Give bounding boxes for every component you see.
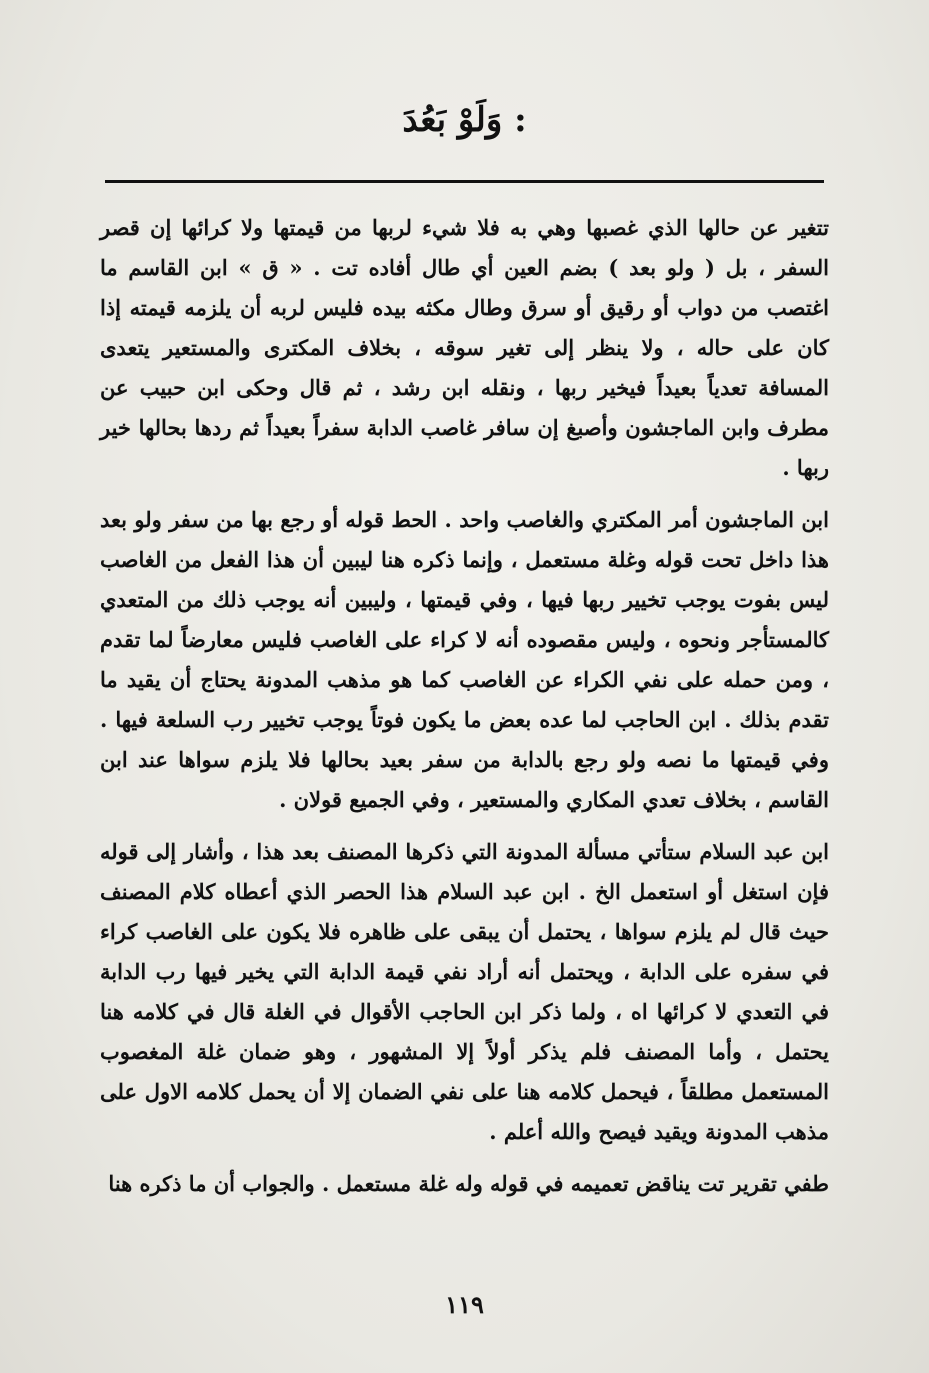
paragraph-1: تتغير عن حالها الذي غصبها وهي به فلا شيء لربها من قيمتها ولا كرائها إن قصر السفر ، بل ( ولو بعد ) بضم العين أي طال أفاده تت . « ق » ابن القاسم ما اغتصب من دواب أو رقيق أو سرق وطال مكثه بيده فليس لربه أن يلزمه قيمته إذا كان على حاله ، ولا ينظر إلى تغير سوقه ، بخلاف المكترى والمستعير يتعدى المسافة تعدياً بعيداً فيخير ربها ، ونقله ابن رشد ، ثم قال وحكى ابن حبيب عن مطرف وابن الماجشون وأصبغ إن سافر غاصب الدابة سفراً بعيداً ثم ردها بحالها خير ربها .	[100, 215, 829, 480]
paragraph-3: ابن عبد السلام ستأتي مسألة المدونة التي ذكرها المصنف بعد هذا ، وأشار إلى قوله فإن استغل أو استعمل الخ . ابن عبد السلام هذا الحصر الذي أعطاه كلام المصنف حيث قال لم يلزم سواها ، يحتمل أن يبقى على ظاهره فلا يكون على الغاصب كراء في سفره على الدابة ، ويحتمل أنه أراد نفي قيمة الدابة التي يخير فيها رب الدابة في التعدي لا كرائها اه ، ولما ذكر ابن الحاجب الأقوال في الغلة قال في كلامه هنا يحتمل ، وأما المصنف فلم يذكر أولاً إلا المشهور ، وهو ضمان غلة المغصوب المستعمل مطلقاً ، فيحمل كلامه هنا على نفي الضمان إلا أن يحمل كلامه الاول على مذهب المدونة ويقيد فيصح والله أعلم .	[100, 839, 829, 1144]
page-number: ١١٩	[445, 1290, 484, 1319]
paragraph-4: طفي تقرير تت يناقض تعميمه في قوله وله غلة مستعمل . والجواب أن ما ذكره هنا	[108, 1171, 829, 1196]
body-text	[100, 208, 829, 1216]
page-header: وَلَوْ بَعُدَ :	[402, 100, 527, 140]
paragraph-2: ابن الماجشون أمر المكتري والغاصب واحد . الحط قوله أو رجع بها من سفر ولو بعد هذا داخل تحت قوله وغلة مستعمل ، وإنما ذكره هنا ليبين أن هذا الفعل من الغاصب ليس بفوت يوجب تخيير ربها فيها ، وفي قيمتها ، وليبين أنه يوجب ذلك من المتعدي كالمستأجر ونحوه ، وليس مقصوده أنه لا كراء على الغاصب فليس معارضاً لما تقدم ، ومن حمله على نفي الكراء عن الغاصب كما هو مذهب المدونة يحتاج أن يقيد ما تقدم بذلك . ابن الحاجب لما عده بعض ما يكون فوتاً يوجب تخيير رب السلعة فيها . وفي قيمتها ما نصه ولو رجع بالدابة من سفر بعيد بحالها فلا يلزم سواها عند ابن القاسم ، بخلاف تعدي المكاري والمستعير ، وفي الجميع قولان .	[100, 507, 829, 812]
header-rule	[105, 180, 824, 183]
